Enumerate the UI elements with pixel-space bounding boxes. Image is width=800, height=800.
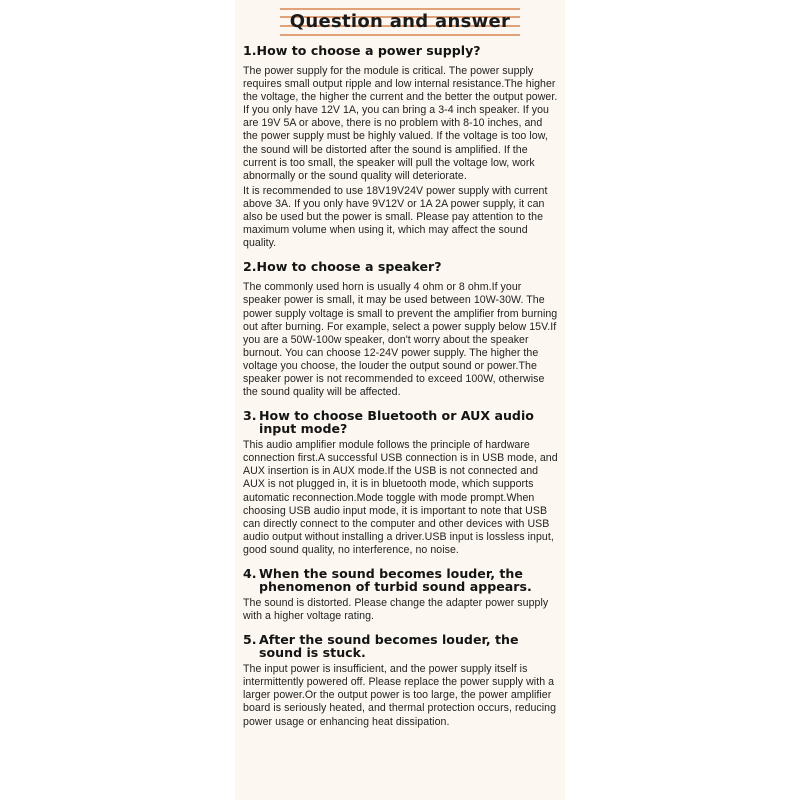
title-banner (280, 8, 520, 36)
qa-section-speaker (243, 260, 559, 399)
question-heading (243, 633, 559, 659)
answer-paragraph: The input power is insufficient, and the power supply itself is intermittently powered off. Please replace the power supply with a larger power.Or the output power is too large, the power amplifier board is seriously heated, and thermal protection occurs, reducing power usage or enhancing heat dissipation. (243, 663, 557, 728)
answer-paragraph: The commonly used horn is usually 4 ohm or 8 ohm.If your speaker power is small, it may be used between 10W-30W. The power supply voltage is small to prevent the amplifier from burning out after burning. For example, select a power supply below 15V.If you are a 50W-100w speaker, don't worry about the speaker burnout. You can choose 12-24V power supply. The higher the voltage you choose, the louder the output sound or power.The speaker power is not recommended to exceed 100W, otherwise the sound quality will be affected. (243, 281, 558, 399)
qa-section-power-supply (243, 44, 559, 250)
question-text: How to choose Bluetooth or AUX audio input mode? (259, 408, 534, 437)
question-number: 5. (243, 632, 257, 648)
qa-section-turbid-sound (243, 567, 559, 623)
question-heading: 2.How to choose a speaker? (243, 259, 442, 275)
answer-paragraph: It is recommended to use 18V19V24V power supply with current above 3A. If you only have 9V12V or 1A 2A power supply, it can also be used but the power is small. Please pay attention to the maximum volume when using it, which may affect the sound quality. (243, 184, 548, 250)
question-number: 3. (243, 408, 257, 424)
answer-paragraph: The sound is distorted. Please change the adapter power supply with a higher voltage rating. (243, 597, 549, 623)
question-heading: 1.How to choose a power supply? (243, 43, 481, 58)
qa-section-sound-stuck (243, 633, 559, 728)
question-number: 4. (243, 566, 257, 581)
title-stripe (280, 34, 520, 36)
question-heading (243, 409, 559, 435)
qa-content (243, 44, 559, 729)
qa-section-input-mode (243, 409, 559, 557)
page-title: Question and answer (289, 11, 511, 32)
question-text: After the sound becomes louder, the sound is stuck. (259, 632, 519, 661)
question-text: When the sound becomes louder, the phenomenon of turbid sound appears. (259, 566, 532, 594)
question-heading (243, 567, 559, 593)
title-stripe (280, 8, 520, 10)
answer-paragraph: This audio amplifier module follows the principle of hardware connection first.A successful USB connection is in USB mode, and AUX insertion is in AUX mode.If the USB is not connected and AUX is not plugged in, it is in bluetooth mode, which supports automatic reconnection.Mode toggle with mode prompt.When choosing USB audio input mode, it is important to note that USB can directly connect to the computer and other devices with USB audio output without installing a driver.USB input is lossless input, good sound quality, no interference, no noise. (243, 439, 558, 556)
answer-paragraph: The power supply for the module is critical. The power supply requires small output ripple and low internal resistance.The higher the voltage, the higher the current and the better the output power. If you only have 12V 1A, you can bring a 3-4 inch speaker. If you are 19V 5A or above, there is no problem with 8-10 inches, and the power supply must be highly valued. If the voltage is too low, the sound will be distorted after the sound is amplified. If the current is too small, the speaker will pull the voltage low, work abnormally or the sound quality will deteriorate. (243, 65, 558, 182)
